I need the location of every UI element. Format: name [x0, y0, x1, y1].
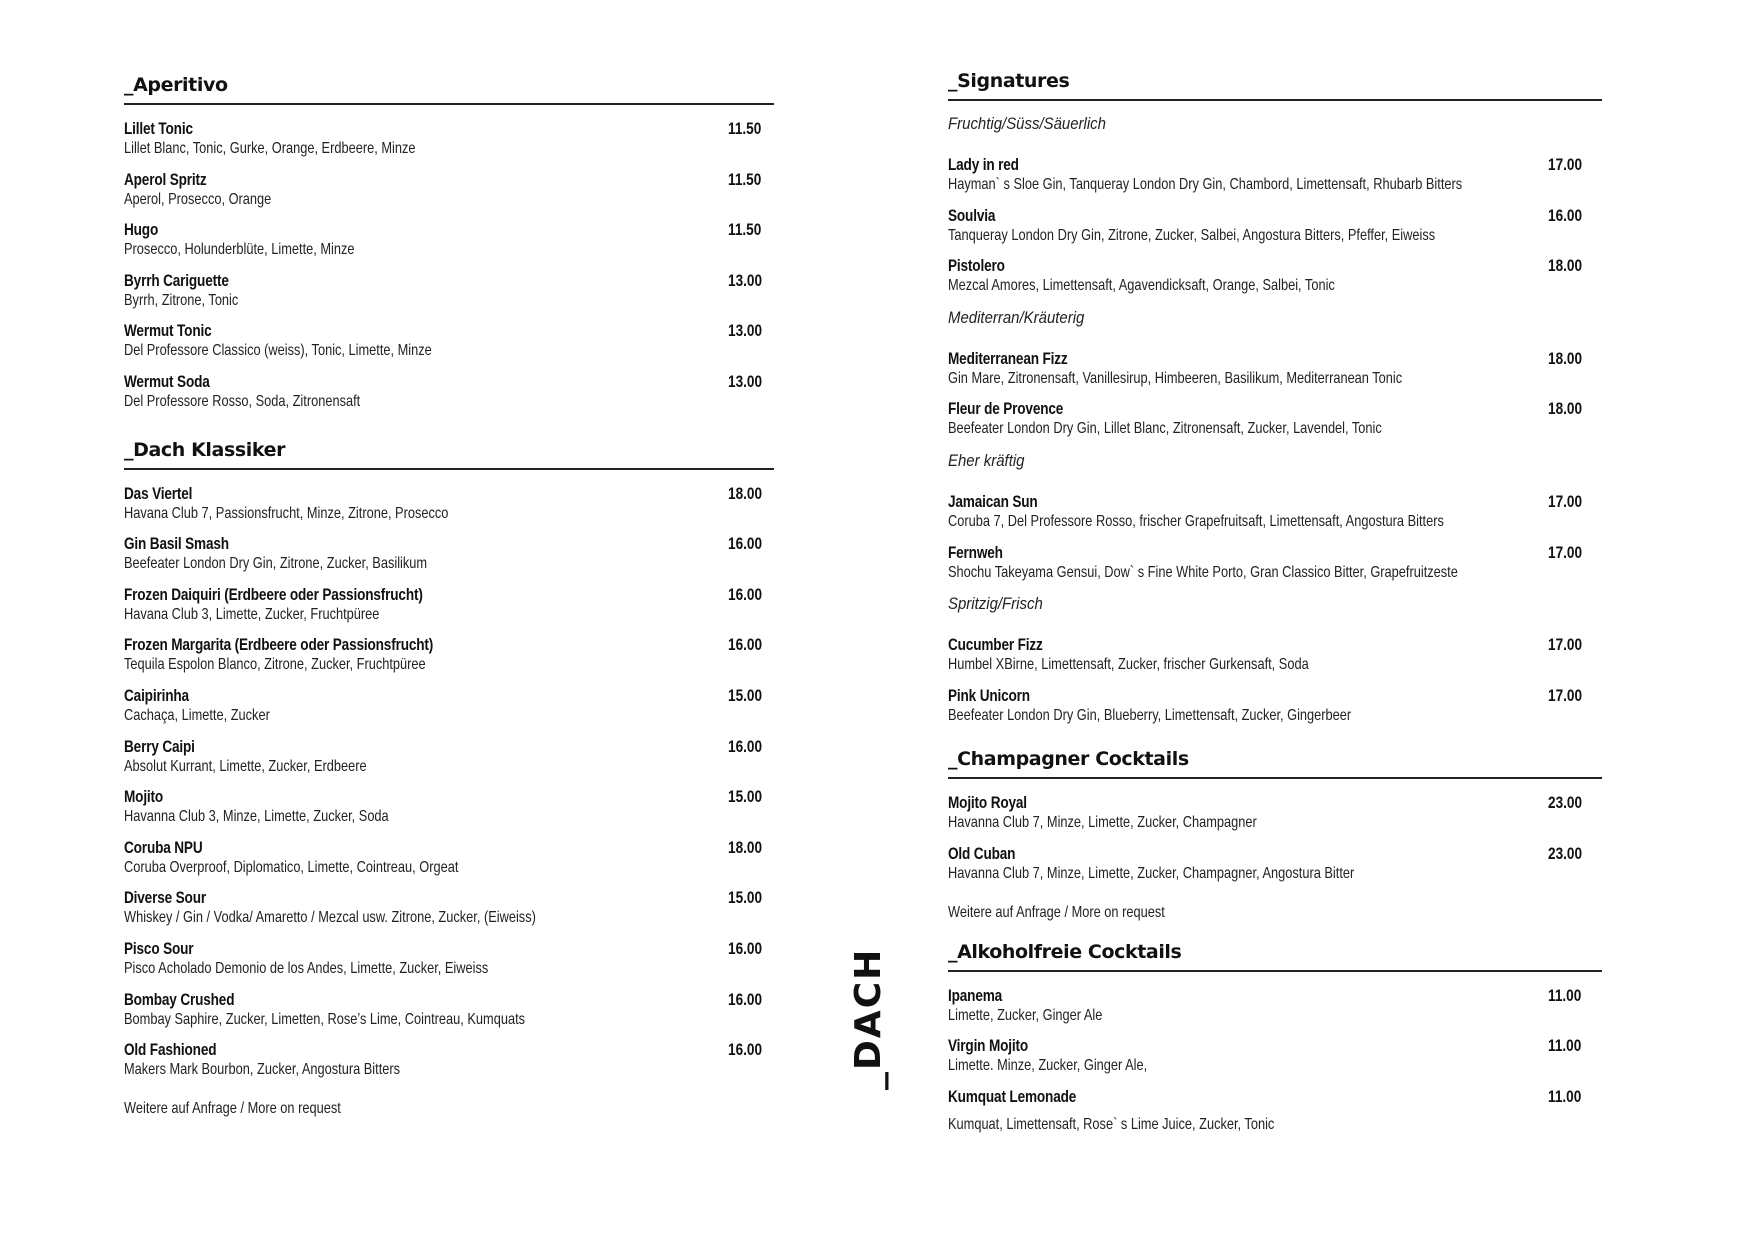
subsection-title: Mediterran/Kräuterig [948, 307, 1085, 327]
menu-item [948, 543, 1602, 594]
section-title: _Champagner Cocktails [948, 748, 1602, 779]
menu-item [948, 1036, 1602, 1087]
item-price: 16.00 [728, 938, 763, 958]
subsection-title: Eher kräftig [948, 450, 1025, 470]
item-description: Limette, Zucker, Ginger Ale [948, 1006, 1103, 1024]
item-price: 15.00 [728, 685, 763, 705]
item-price: 16.00 [728, 736, 763, 756]
item-description: Prosecco, Holunderblüte, Limette, Minze [124, 241, 355, 259]
item-name: Hugo [124, 220, 159, 240]
item-description: Del Professore Rosso, Soda, Zitronensaft [124, 392, 361, 410]
right-menu-column [948, 70, 1602, 1153]
item-name: Cucumber Fizz [948, 635, 1043, 655]
menu-item [124, 838, 774, 889]
menu-item [948, 986, 1602, 1037]
item-description: Aperol, Prosecco, Orange [124, 190, 272, 208]
item-description: Lillet Blanc, Tonic, Gurke, Orange, Erdbeere, Minze [124, 140, 416, 157]
menu-item [124, 585, 774, 636]
item-price: 11.50 [728, 169, 762, 189]
item-name: Byrrh Cariguette [124, 270, 229, 290]
item-name: Fernweh [948, 542, 1003, 562]
item-name: Wermut Tonic [124, 321, 212, 341]
section-title: _Alkoholfreie Cocktails [948, 941, 1602, 972]
item-price: 16.00 [728, 584, 763, 604]
item-description: Coruba 7, Del Professore Rosso, frischer Grapefruitsaft, Limettensaft, Angostura Bitters [948, 512, 1444, 530]
item-description: Absolut Kurrant, Limette, Zucker, Erdbeere [124, 757, 367, 775]
menu-item [948, 844, 1602, 895]
more-on-request-note: Weitere auf Anfrage / More on request [948, 903, 1165, 921]
menu-item [124, 220, 774, 271]
menu-item [948, 349, 1602, 400]
section-champagner-cocktails [948, 748, 1602, 922]
menu-item [948, 793, 1602, 844]
item-name: Bombay Crushed [124, 989, 235, 1009]
item-price: 18.00 [1548, 399, 1583, 419]
item-description: Humbel XBirne, Limettensaft, Zucker, frischer Gurkensaft, Soda [948, 656, 1309, 674]
more-on-request-note: Weitere auf Anfrage / More on request [124, 1099, 341, 1117]
item-description: Whiskey / Gin / Vodka/ Amaretto / Mezcal usw. Zitrone, Zucker, (Eiweiss) [124, 909, 536, 927]
item-price: 16.00 [728, 635, 763, 655]
menu-item [948, 635, 1602, 686]
item-price: 16.00 [728, 534, 763, 554]
item-name: Lillet Tonic [124, 119, 193, 138]
item-description: Del Professore Classico (weiss), Tonic, Limette, Minze [124, 342, 432, 360]
item-price: 18.00 [1548, 256, 1583, 276]
item-description: Coruba Overproof, Diplomatico, Limette, Cointreau, Orgeat [124, 858, 459, 876]
section-signatures [948, 70, 1602, 736]
item-description: Bombay Saphire, Zucker, Limetten, Rose’s Lime, Cointreau, Kumquats [124, 1010, 526, 1028]
item-name: Wermut Soda [124, 371, 210, 391]
menu-item [124, 321, 774, 372]
item-description: Beefeater London Dry Gin, Blueberry, Limettensaft, Zucker, Gingerbeer [948, 706, 1352, 724]
item-description: Tequila Espolon Blanco, Zitrone, Zucker, Fruchtpüree [124, 656, 426, 674]
item-name: Kumquat Lemonade [948, 1086, 1077, 1106]
menu-item [124, 534, 774, 585]
item-price: 11.50 [728, 220, 762, 240]
item-price: 17.00 [1548, 542, 1583, 562]
item-price: 16.00 [728, 989, 763, 1009]
item-name: Coruba NPU [124, 837, 203, 857]
item-name: Ipanema [948, 985, 1003, 1005]
item-price: 17.00 [1548, 491, 1583, 511]
item-name: Old Fashioned [124, 1040, 217, 1060]
item-name: Soulvia [948, 205, 996, 225]
menu-item [124, 271, 774, 322]
item-price: 11.00 [1548, 985, 1582, 1005]
item-price: 17.00 [1548, 685, 1583, 705]
item-price: 18.00 [728, 837, 763, 857]
menu-item [948, 686, 1602, 737]
item-price: 13.00 [728, 371, 763, 391]
item-price: 23.00 [1548, 843, 1583, 863]
item-description: Limette. Minze, Zucker, Ginger Ale, [948, 1057, 1148, 1075]
item-name: Mojito [124, 787, 164, 807]
menu-item [124, 888, 774, 939]
item-description: Havana Club 3, Limette, Zucker, Fruchtpüree [124, 605, 380, 623]
item-name: Das Viertel [124, 483, 193, 503]
item-name: Mojito Royal [948, 793, 1027, 813]
subsection-title: Fruchtig/Süss/Säuerlich [948, 114, 1106, 133]
item-name: Caipirinha [124, 685, 189, 705]
item-description: Havanna Club 7, Minze, Limette, Zucker, Champagner [948, 814, 1257, 832]
item-price: 15.00 [728, 787, 763, 807]
item-name: Virgin Mojito [948, 1036, 1029, 1056]
item-name: Fleur de Provence [948, 399, 1064, 419]
menu-item [948, 399, 1602, 450]
menu-item [124, 170, 774, 221]
menu-item [124, 787, 774, 838]
subsection-title: Spritzig/Frisch [948, 594, 1043, 614]
section-alkoholfreie-cocktails [948, 941, 1602, 1138]
item-description: Byrrh, Zitrone, Tonic [124, 291, 239, 309]
item-description: Pisco Acholado Demonio de los Andes, Limette, Zucker, Eiweiss [124, 959, 489, 977]
item-description: Beefeater London Dry Gin, Lillet Blanc, Zitronensaft, Zucker, Lavendel, Tonic [948, 420, 1382, 438]
item-description: Beefeater London Dry Gin, Zitrone, Zucker, Basilikum [124, 555, 428, 573]
item-name: Old Cuban [948, 843, 1016, 863]
menu-item [948, 492, 1602, 543]
item-description: Tanqueray London Dry Gin, Zitrone, Zucker, Salbei, Angostura Bitters, Pfeffer, Eiweiss [948, 226, 1436, 244]
item-price: 13.00 [728, 321, 763, 341]
side-title: _DACH [848, 947, 889, 1090]
item-price: 13.00 [728, 270, 763, 290]
menu-item [948, 256, 1602, 307]
item-price: 16.00 [728, 1040, 763, 1060]
item-description: Havanna Club 7, Minze, Limette, Zucker, Champagner, Angostura Bitter [948, 864, 1355, 882]
menu-item [948, 1087, 1602, 1138]
section-title: _Aperitivo [124, 74, 774, 105]
item-price: 11.00 [1548, 1086, 1582, 1106]
menu-item [124, 372, 774, 423]
item-price: 23.00 [1548, 793, 1583, 813]
menu-item [124, 484, 774, 535]
item-name: Mediterranean Fizz [948, 348, 1068, 368]
item-name: Diverse Sour [124, 888, 206, 908]
item-description: Kumquat, Limettensaft, Rose` s Lime Juice, Zucker, Tonic [948, 1115, 1275, 1133]
item-name: Jamaican Sun [948, 491, 1038, 511]
item-name: Frozen Margarita (Erdbeere oder Passionsfrucht) [124, 635, 434, 655]
item-description: Shochu Takeyama Gensui, Dow` s Fine White Porto, Gran Classico Bitter, Grapefruitzeste [948, 563, 1458, 581]
item-description: Havana Club 7, Passionsfrucht, Minze, Zitrone, Prosecco [124, 504, 449, 522]
menu-item [124, 119, 774, 170]
item-price: 18.00 [728, 483, 763, 503]
section-title: _Signatures [948, 70, 1602, 101]
item-description: Makers Mark Bourbon, Zucker, Angostura Bitters [124, 1061, 401, 1079]
item-price: 18.00 [1548, 348, 1583, 368]
menu-item [124, 1040, 774, 1091]
section-aperitivo [124, 74, 774, 423]
item-description: Hayman` s Sloe Gin, Tanqueray London Dry Gin, Chambord, Limettensaft, Rhubarb Bitters [948, 176, 1463, 193]
item-description: Cachaça, Limette, Zucker [124, 706, 270, 724]
item-description: Gin Mare, Zitronensaft, Vanillesirup, Himbeeren, Basilikum, Mediterranean Tonic [948, 369, 1403, 387]
item-price: 11.50 [728, 119, 762, 138]
item-description: Havanna Club 3, Minze, Limette, Zucker, Soda [124, 808, 389, 826]
menu-item [948, 206, 1602, 257]
item-description: Mezcal Amores, Limettensaft, Agavendicksaft, Orange, Salbei, Tonic [948, 277, 1335, 295]
menu-item [124, 737, 774, 788]
left-menu-column [124, 74, 774, 1137]
item-name: Pistolero [948, 256, 1005, 276]
item-name: Lady in red [948, 155, 1019, 174]
item-name: Pink Unicorn [948, 685, 1030, 705]
menu-item [124, 990, 774, 1041]
item-price: 16.00 [1548, 205, 1583, 225]
item-name: Gin Basil Smash [124, 534, 229, 554]
item-name: Frozen Daiquiri (Erdbeere oder Passionsfrucht) [124, 584, 423, 604]
menu-item [124, 939, 774, 990]
menu-item [124, 635, 774, 686]
item-name: Pisco Sour [124, 938, 194, 958]
item-name: Aperol Spritz [124, 169, 207, 189]
item-price: 15.00 [728, 888, 763, 908]
menu-item [124, 686, 774, 737]
item-price: 17.00 [1548, 635, 1583, 655]
section-dach-klassiker [124, 439, 774, 1119]
item-name: Berry Caipi [124, 736, 195, 756]
item-price: 11.00 [1548, 1036, 1582, 1056]
item-price: 17.00 [1548, 155, 1583, 174]
section-title: _Dach Klassiker [124, 439, 774, 470]
menu-item [948, 155, 1602, 206]
